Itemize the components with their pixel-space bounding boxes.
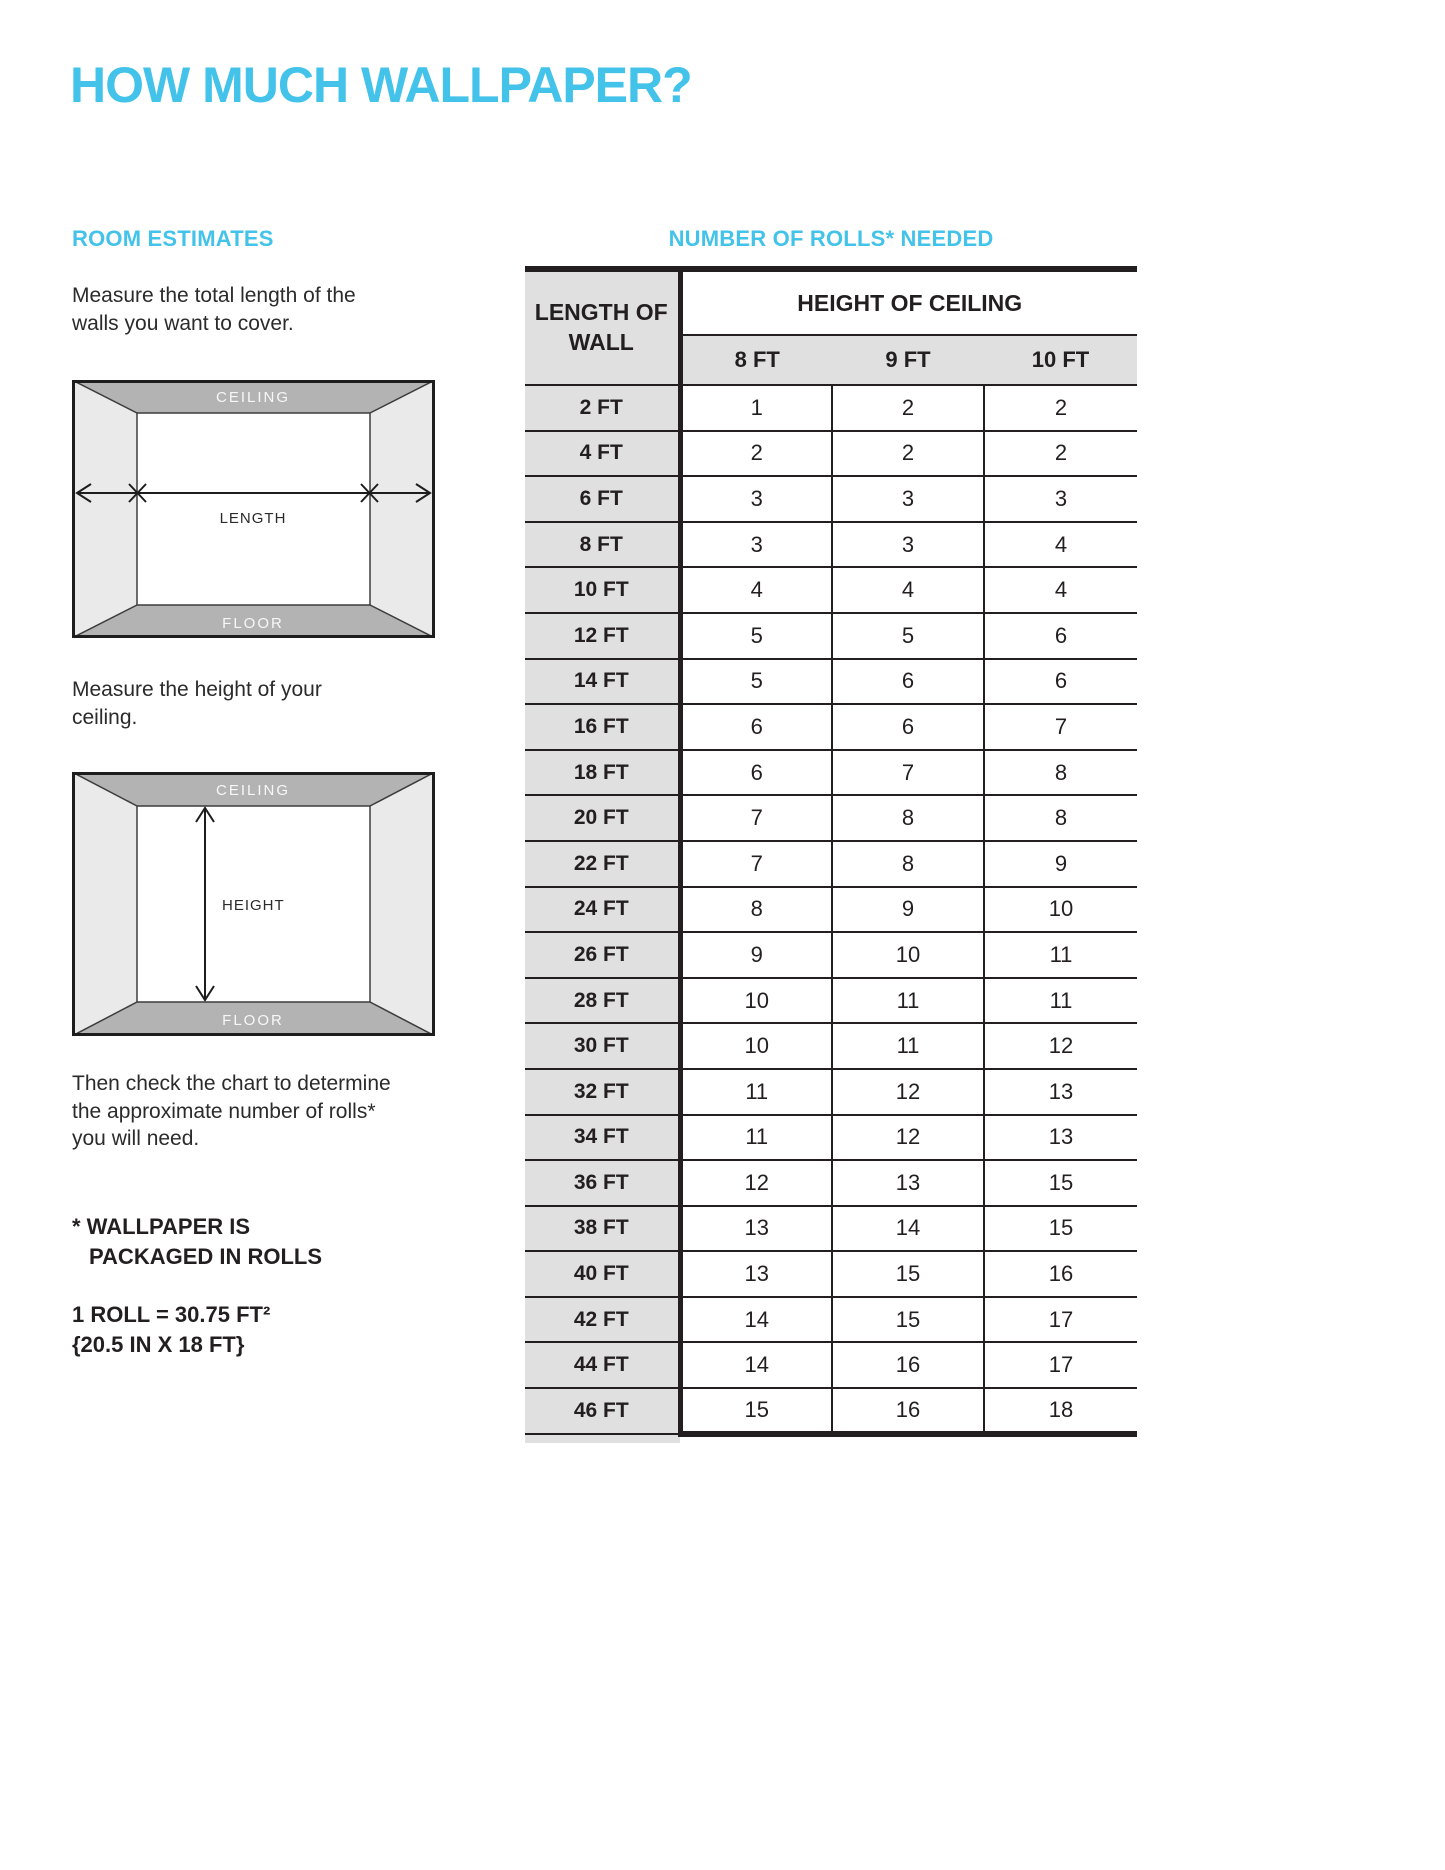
table-row [525, 1388, 1137, 1434]
wall-length-cell: 10 FT [525, 567, 680, 613]
room-length-diagram [72, 380, 435, 638]
rolls-count-cell: 18 [984, 1388, 1137, 1434]
back-wall-face [137, 413, 370, 605]
wall-length-cell: 38 FT [525, 1206, 680, 1252]
rolls-count-cell: 12 [680, 1160, 832, 1206]
table-row [525, 1115, 1137, 1161]
floor-label: FLOOR [222, 615, 284, 632]
rolls-count-cell: 7 [680, 795, 832, 841]
rolls-count-cell: 9 [984, 841, 1137, 887]
rolls-count-cell: 8 [984, 795, 1137, 841]
rolls-count-cell: 4 [680, 567, 832, 613]
rolls-count-cell: 13 [984, 1115, 1137, 1161]
height-of-ceiling-header: HEIGHT OF CEILING [680, 269, 1137, 335]
rolls-count-cell: 2 [832, 385, 984, 431]
wall-length-cell: 28 FT [525, 978, 680, 1024]
room-estimates-heading: ROOM ESTIMATES [72, 226, 274, 251]
rolls-count-cell: 11 [832, 1023, 984, 1069]
length-label: LENGTH [219, 510, 287, 527]
rolls-count-cell: 13 [984, 1069, 1137, 1115]
table-row [525, 1251, 1137, 1297]
rolls-count-cell: 8 [680, 887, 832, 933]
rolls-count-cell: 3 [984, 476, 1137, 522]
rolls-count-cell: 11 [680, 1115, 832, 1161]
rolls-count-cell: 10 [680, 978, 832, 1024]
wall-length-cell: 14 FT [525, 659, 680, 705]
rolls-count-cell: 8 [832, 841, 984, 887]
rolls-count-cell: 1 [680, 385, 832, 431]
left-wall-face [72, 380, 137, 638]
table-row [525, 431, 1137, 477]
instruction-measure-length: Measure the total length of the walls you want to cover. [72, 284, 356, 335]
rolls-count-cell: 3 [680, 476, 832, 522]
col-header-8ft: 8 FT [680, 335, 832, 385]
rolls-needed-heading: NUMBER OF ROLLS* NEEDED [668, 226, 994, 251]
rolls-count-cell: 4 [984, 567, 1137, 613]
rolls-count-cell: 3 [680, 522, 832, 568]
rolls-count-cell: 9 [680, 932, 832, 978]
ceiling-label: CEILING [215, 389, 291, 406]
rolls-count-cell: 6 [832, 659, 984, 705]
table-row [525, 750, 1137, 796]
rolls-count-cell: 2 [984, 431, 1137, 477]
footnote-line-2: PACKAGED IN ROLLS [89, 1243, 323, 1269]
rolls-count-cell: 16 [984, 1251, 1137, 1297]
rolls-count-cell: 16 [832, 1388, 984, 1434]
room-height-diagram [72, 772, 435, 1036]
rolls-count-cell: 11 [832, 978, 984, 1024]
rolls-count-cell: 6 [984, 659, 1137, 705]
table-row [525, 659, 1137, 705]
rolls-count-cell: 14 [832, 1206, 984, 1252]
ceiling-label: CEILING [215, 782, 291, 799]
wall-length-cell: 46 FT [525, 1388, 680, 1434]
wall-length-cell: 22 FT [525, 841, 680, 887]
table-header-row-1 [525, 269, 1137, 335]
table-row [525, 887, 1137, 933]
rolls-count-cell: 15 [832, 1297, 984, 1343]
rolls-count-cell: 15 [984, 1160, 1137, 1206]
table-row [525, 1023, 1137, 1069]
rolls-count-cell: 13 [832, 1160, 984, 1206]
rolls-count-cell: 6 [680, 704, 832, 750]
col-header-10ft: 10 FT [984, 335, 1137, 385]
table-row [525, 1297, 1137, 1343]
left-wall-face [72, 772, 137, 1036]
rolls-count-cell: 5 [832, 613, 984, 659]
table-row [525, 1342, 1137, 1388]
rolls-table [525, 266, 1137, 1443]
wall-length-cell: 4 FT [525, 431, 680, 477]
rolls-count-cell: 8 [832, 795, 984, 841]
rolls-count-cell: 14 [680, 1342, 832, 1388]
rolls-count-cell: 10 [680, 1023, 832, 1069]
rolls-count-cell: 13 [680, 1206, 832, 1252]
col-header-9ft: 9 FT [832, 335, 984, 385]
table-footer-row [525, 1434, 1137, 1443]
rolls-count-cell: 7 [680, 841, 832, 887]
table-row [525, 567, 1137, 613]
wall-length-cell: 20 FT [525, 795, 680, 841]
rolls-count-cell: 17 [984, 1297, 1137, 1343]
table-row [525, 476, 1137, 522]
right-wall-face [370, 772, 435, 1036]
rolls-count-cell: 15 [832, 1251, 984, 1297]
rolls-count-cell: 15 [984, 1206, 1137, 1252]
rolls-count-cell: 4 [984, 522, 1137, 568]
rolls-count-cell: 5 [680, 659, 832, 705]
rolls-count-cell: 12 [984, 1023, 1137, 1069]
table-bottom-border [680, 1434, 1137, 1443]
table-row [525, 932, 1137, 978]
table-row [525, 613, 1137, 659]
wall-length-cell: 30 FT [525, 1023, 680, 1069]
wall-length-cell: 44 FT [525, 1342, 680, 1388]
table-row [525, 1069, 1137, 1115]
instruction-check-chart: Then check the chart to determine the approximate number of rolls* you will need. [72, 1072, 391, 1151]
rolls-count-cell: 14 [680, 1297, 832, 1343]
length-of-wall-header: LENGTH OF WALL [525, 269, 680, 385]
rolls-count-cell: 7 [984, 704, 1137, 750]
rolls-count-cell: 11 [984, 978, 1137, 1024]
roll-dimensions-text: {20.5 IN X 18 FT} [72, 1332, 245, 1358]
rolls-count-cell: 7 [832, 750, 984, 796]
rolls-count-cell: 11 [984, 932, 1137, 978]
table-row [525, 841, 1137, 887]
table-row [525, 1160, 1137, 1206]
rolls-count-cell: 9 [832, 887, 984, 933]
rolls-count-cell: 17 [984, 1342, 1137, 1388]
rolls-count-cell: 12 [832, 1115, 984, 1161]
wall-length-cell: 6 FT [525, 476, 680, 522]
table-footer-gray-tab [525, 1434, 680, 1443]
rolls-count-cell: 12 [832, 1069, 984, 1115]
wall-length-cell: 36 FT [525, 1160, 680, 1206]
rolls-count-cell: 3 [832, 522, 984, 568]
rolls-count-cell: 10 [984, 887, 1137, 933]
floor-label: FLOOR [222, 1012, 284, 1029]
page-title: HOW MUCH WALLPAPER? [70, 57, 692, 113]
height-label: HEIGHT [222, 897, 285, 914]
rolls-count-cell: 3 [832, 476, 984, 522]
rolls-count-cell: 8 [984, 750, 1137, 796]
wall-length-cell: 2 FT [525, 385, 680, 431]
rolls-table-container [525, 266, 1137, 1443]
wall-length-cell: 32 FT [525, 1069, 680, 1115]
wall-length-cell: 8 FT [525, 522, 680, 568]
rolls-count-cell: 2 [832, 431, 984, 477]
rolls-table-body [525, 385, 1137, 1434]
instruction-measure-height: Measure the height of your ceiling. [72, 678, 322, 729]
rolls-count-cell: 4 [832, 567, 984, 613]
table-row [525, 385, 1137, 431]
rolls-count-cell: 2 [984, 385, 1137, 431]
rolls-count-cell: 13 [680, 1251, 832, 1297]
rolls-count-cell: 11 [680, 1069, 832, 1115]
table-row [525, 522, 1137, 568]
right-wall-face [370, 380, 435, 638]
rolls-count-cell: 6 [832, 704, 984, 750]
wall-length-cell: 18 FT [525, 750, 680, 796]
table-row [525, 1206, 1137, 1252]
wall-length-cell: 40 FT [525, 1251, 680, 1297]
rolls-count-cell: 15 [680, 1388, 832, 1434]
roll-area-text: 1 ROLL = 30.75 FT² [72, 1302, 271, 1327]
footnote-line-1: * WALLPAPER IS [72, 1214, 251, 1239]
roll-size-info [72, 1300, 270, 1361]
wall-length-cell: 42 FT [525, 1297, 680, 1343]
rolls-count-cell: 6 [984, 613, 1137, 659]
wall-length-cell: 26 FT [525, 932, 680, 978]
table-row [525, 795, 1137, 841]
table-row [525, 704, 1137, 750]
rolls-count-cell: 16 [832, 1342, 984, 1388]
wall-length-cell: 34 FT [525, 1115, 680, 1161]
wall-length-cell: 16 FT [525, 704, 680, 750]
table-row [525, 978, 1137, 1024]
wall-length-cell: 24 FT [525, 887, 680, 933]
wall-length-cell: 12 FT [525, 613, 680, 659]
rolls-count-cell: 10 [832, 932, 984, 978]
rolls-count-cell: 2 [680, 431, 832, 477]
rolls-count-cell: 5 [680, 613, 832, 659]
rolls-count-cell: 6 [680, 750, 832, 796]
wallpaper-rolls-footnote [72, 1212, 322, 1272]
